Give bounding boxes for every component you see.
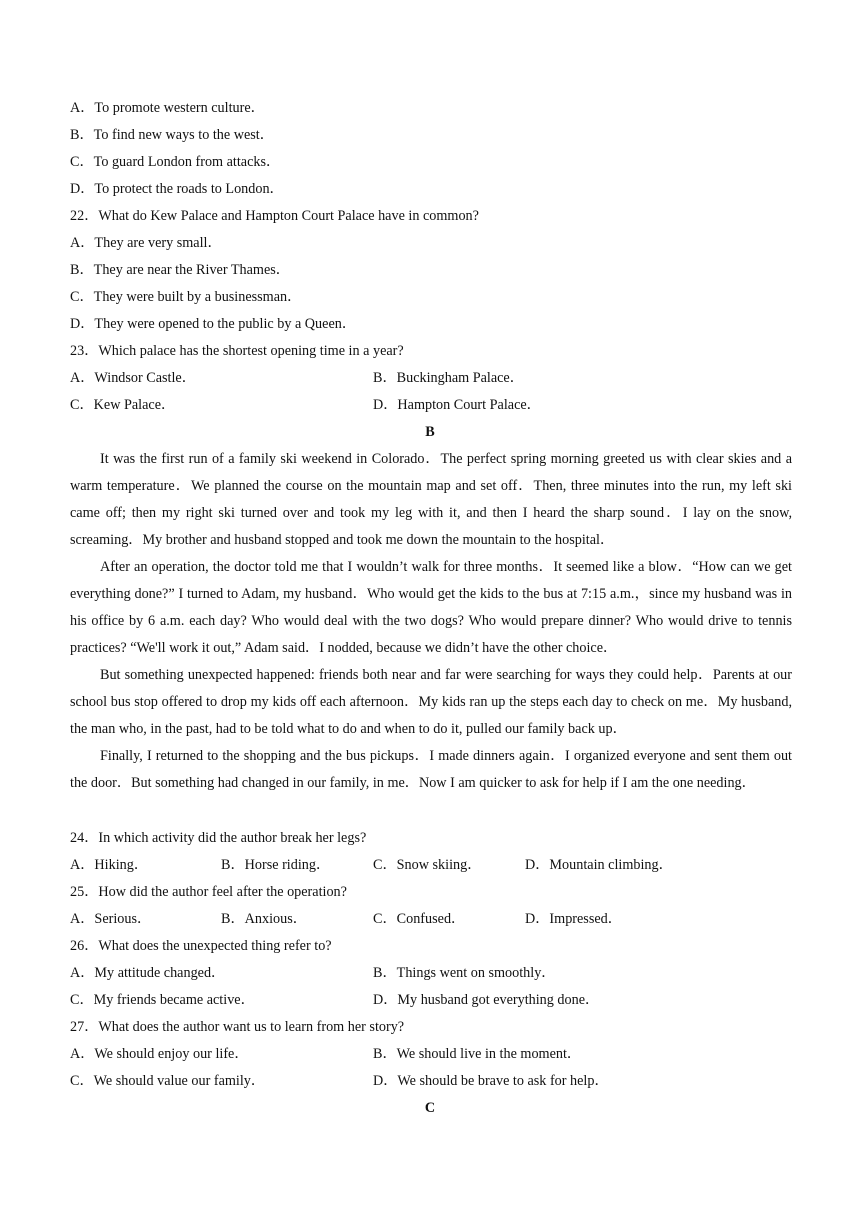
q26-option-d: D．My husband got everything done．	[373, 992, 600, 1008]
section-c-heading: C	[424, 1100, 436, 1116]
q23-stem: 23．Which palace has the shortest opening time in a year?	[70, 343, 404, 359]
section-b-paragraph-4: Finally, I returned to the shopping and the bus pickups．I made dinners again．I organized everyone and sent them out the door．But something had changed in our family, in me．Now I am quicker to ask for help if I am the one needing．	[70, 748, 792, 791]
q25-option-b: B．Anxious．	[221, 911, 307, 927]
section-b-heading: B	[425, 424, 435, 440]
q23-option-d: D．Hampton Court Palace．	[373, 397, 541, 413]
q22-option-b: B．They are near the River Thames．	[70, 262, 290, 278]
section-b-paragraph-3: But something unexpected happened: friends both near and far were searching for ways they could help．Parents at our school bus stop offered to drop my kids off each afternoon．My kids ran up the steps each day to check on me．My husband, the man who, in the past, had to be told what to do and when to do it, pulled our family back up．	[70, 667, 792, 737]
q26-option-b: B．Things went on smoothly．	[373, 965, 556, 981]
q23-option-a: A．Windsor Castle．	[70, 370, 196, 386]
section-b-paragraph-1: It was the first run of a family ski weekend in Colorado．The perfect spring morning greeted us with clear skies and a warm temperature．We planned the course on the mountain map and set off．Then, three minutes into the run, my left ski came off; then my right ski turned over and took my leg with it, and then I heard the sharp sound．I lay on the snow, screaming．My brother and husband stopped and took me down the mountain to the hospital．	[70, 451, 792, 548]
q22-option-c: C．They were built by a businessman．	[70, 289, 302, 305]
q25-option-c: C．Confused．	[373, 911, 466, 927]
q21-option-b: B．To find new ways to the west．	[70, 127, 274, 143]
q26-stem: 26．What does the unexpected thing refer to?	[70, 938, 332, 954]
q27-option-b: B．We should live in the moment．	[373, 1046, 582, 1062]
q22-stem: 22．What do Kew Palace and Hampton Court Palace have in common?	[70, 208, 479, 224]
q24-stem: 24．In which activity did the author break her legs?	[70, 830, 367, 846]
q21-option-d: D．To protect the roads to London．	[70, 181, 284, 197]
q24-option-c: C．Snow skiing．	[373, 857, 482, 873]
q24-option-b: B．Horse riding．	[221, 857, 331, 873]
section-b-paragraph-2: After an operation, the doctor told me that I wouldn’t walk for three months．It seemed like a blow．“How can we get everything done?” I turned to Adam, my husband．Who would get the kids to the bus at 7:15 a.m.，since my husband was in his office by 6 a.m. each day? Who would deal with the two dogs? Who would prepare dinner? Who would drive to tennis practices? “We'll work it out,” Adam said．I nodded, because we didn’t have the other choice．	[70, 559, 792, 656]
q27-option-d: D．We should be brave to ask for help．	[373, 1073, 609, 1089]
q26-option-c: C．My friends became active．	[70, 992, 255, 1008]
q25-option-a: A．Serious．	[70, 911, 152, 927]
q26-option-a: A．My attitude changed．	[70, 965, 226, 981]
q23-option-c: C．Kew Palace．	[70, 397, 176, 413]
q22-option-d: D．They were opened to the public by a Queen．	[70, 316, 357, 332]
q27-option-c: C．We should value our family．	[70, 1073, 266, 1089]
q25-option-d: D．Impressed．	[525, 911, 622, 927]
q21-option-c: C．To guard London from attacks．	[70, 154, 281, 170]
q22-option-a: A．They are very small．	[70, 235, 222, 251]
q27-stem: 27．What does the author want us to learn from her story?	[70, 1019, 405, 1035]
q23-option-b: B．Buckingham Palace．	[373, 370, 524, 386]
q24-option-d: D．Mountain climbing．	[525, 857, 673, 873]
q24-option-a: A．Hiking．	[70, 857, 149, 873]
q25-stem: 25．How did the author feel after the operation?	[70, 884, 347, 900]
q27-option-a: A．We should enjoy our life．	[70, 1046, 249, 1062]
q21-option-a: A．To promote western culture．	[70, 100, 265, 116]
